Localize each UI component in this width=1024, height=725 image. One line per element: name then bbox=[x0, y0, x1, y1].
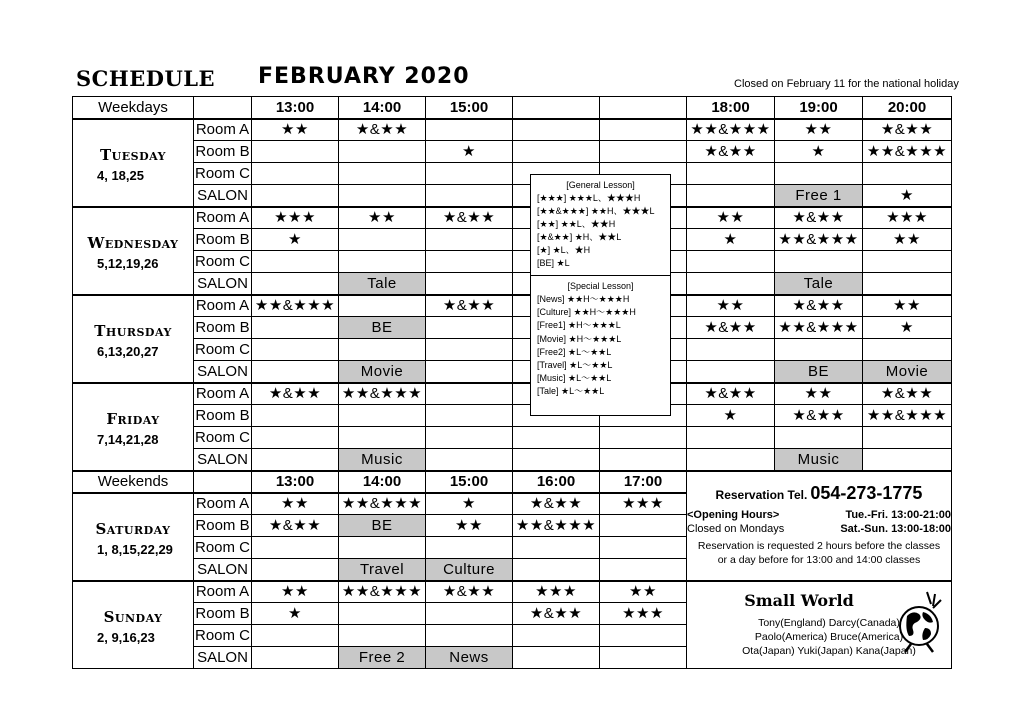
lesson-level-cell bbox=[252, 273, 339, 295]
class-name-cell: Movie bbox=[863, 361, 952, 383]
reservation-label: Reservation Tel. bbox=[715, 488, 808, 503]
room-label: SALON bbox=[194, 449, 252, 471]
day-name: Thursday bbox=[94, 321, 172, 340]
class-name-cell: Free 1 bbox=[775, 185, 863, 207]
class-name-cell: Tale bbox=[775, 273, 863, 295]
lesson-level-cell bbox=[426, 229, 513, 251]
general-lesson-line: [★] ★L、★H bbox=[537, 245, 591, 256]
lesson-level-cell bbox=[252, 559, 339, 581]
lesson-level-cell: ★★ bbox=[687, 295, 775, 317]
day-cell bbox=[73, 581, 194, 669]
lesson-level-cell bbox=[513, 119, 600, 141]
time-header-row bbox=[73, 97, 952, 119]
time-slot-header: 14:00 bbox=[339, 97, 426, 119]
lesson-level-cell: ★★&★★★ bbox=[513, 515, 600, 537]
globe-icon bbox=[897, 588, 943, 657]
room-label: Room C bbox=[194, 427, 252, 449]
lesson-level-cell bbox=[426, 361, 513, 383]
lesson-level-cell: ★★&★★★ bbox=[775, 317, 863, 339]
lesson-level-cell: ★★ bbox=[339, 207, 426, 229]
lesson-level-cell: ★★&★★★ bbox=[863, 141, 952, 163]
special-lesson-line: [Movie] ★H～★★★L bbox=[537, 333, 622, 344]
general-lesson-line: [★★★] ★★★L、★★★H bbox=[537, 193, 641, 204]
lesson-level-cell: ★★&★★★ bbox=[339, 581, 426, 603]
class-name-cell: Travel bbox=[339, 559, 426, 581]
lesson-level-cell bbox=[687, 449, 775, 471]
day-dates: 2, 9,16,23 bbox=[97, 629, 155, 645]
special-lesson-title: [Special Lesson] bbox=[567, 281, 634, 292]
day-dates: 6,13,20,27 bbox=[97, 343, 159, 359]
lesson-level-cell bbox=[252, 625, 339, 647]
day-name: Friday bbox=[106, 409, 160, 428]
room-label: Room B bbox=[194, 515, 252, 537]
lesson-level-cell bbox=[513, 647, 600, 669]
lesson-level-cell: ★★ bbox=[426, 515, 513, 537]
time-slot-header: 18:00 bbox=[687, 97, 775, 119]
lesson-level-cell bbox=[339, 427, 426, 449]
section-label: Weekends bbox=[73, 471, 194, 493]
lesson-level-cell: ★&★★ bbox=[687, 141, 775, 163]
teachers-line-2: Paolo(America) Bruce(America) bbox=[754, 630, 904, 643]
closed-hours-row bbox=[687, 524, 951, 535]
lesson-level-cell: ★&★★ bbox=[863, 383, 952, 405]
general-lesson-title: [General Lesson] bbox=[566, 180, 635, 190]
lesson-level-cell bbox=[687, 185, 775, 207]
special-lesson-line: [Free2] ★L～★★L bbox=[537, 346, 612, 357]
time-slot-header: 15:00 bbox=[426, 471, 513, 493]
lesson-level-cell: ★ bbox=[775, 141, 863, 163]
schedule-title: SCHEDULE bbox=[76, 66, 216, 91]
lesson-level-cell bbox=[600, 141, 687, 163]
lesson-level-cell bbox=[863, 163, 952, 185]
lesson-level-cell: ★ bbox=[863, 185, 952, 207]
lesson-level-cell bbox=[339, 229, 426, 251]
general-lesson-line: [BE] ★L bbox=[537, 258, 570, 269]
day-name: Tuesday bbox=[100, 145, 166, 164]
day-dates: 5,12,19,26 bbox=[97, 255, 159, 271]
lesson-level-cell: ★★★ bbox=[252, 207, 339, 229]
lesson-level-cell: ★&★★ bbox=[513, 603, 600, 625]
room-label: SALON bbox=[194, 273, 252, 295]
lesson-level-cell: ★ bbox=[252, 603, 339, 625]
lesson-level-cell bbox=[339, 251, 426, 273]
lesson-level-cell bbox=[600, 515, 687, 537]
room-header-cell bbox=[194, 471, 252, 493]
lesson-level-cell bbox=[863, 427, 952, 449]
time-slot-header: 17:00 bbox=[600, 471, 687, 493]
class-name-cell: Music bbox=[339, 449, 426, 471]
table-row bbox=[73, 427, 952, 449]
school-panel bbox=[687, 581, 952, 669]
lesson-level-cell bbox=[252, 141, 339, 163]
lesson-level-cell: ★★&★★★ bbox=[863, 405, 952, 427]
room-label: SALON bbox=[194, 559, 252, 581]
general-lesson-line: [★&★★] ★H、★★L bbox=[537, 232, 622, 243]
day-dates: 7,14,21,28 bbox=[97, 431, 159, 447]
class-name-cell: Movie bbox=[339, 361, 426, 383]
room-label: Room A bbox=[194, 207, 252, 229]
class-name-cell: Culture bbox=[426, 559, 513, 581]
class-name-cell: BE bbox=[339, 515, 426, 537]
room-label: Room A bbox=[194, 581, 252, 603]
time-slot-header: 20:00 bbox=[863, 97, 952, 119]
lesson-level-cell bbox=[600, 647, 687, 669]
lesson-level-cell: ★&★★ bbox=[775, 295, 863, 317]
lesson-level-cell: ★★★ bbox=[513, 581, 600, 603]
lesson-level-cell: ★★ bbox=[775, 119, 863, 141]
lesson-level-cell: ★★&★★★ bbox=[252, 295, 339, 317]
reservation-panel bbox=[687, 471, 952, 581]
lesson-level-cell: ★&★★ bbox=[426, 207, 513, 229]
table-row bbox=[73, 361, 952, 383]
special-lesson-line: [Travel] ★L～★★L bbox=[537, 359, 613, 370]
lesson-level-cell bbox=[426, 163, 513, 185]
table-row bbox=[73, 185, 952, 207]
lesson-level-cell bbox=[600, 537, 687, 559]
lesson-level-cell: ★★&★★★ bbox=[339, 383, 426, 405]
lesson-level-cell: ★★ bbox=[687, 207, 775, 229]
lesson-level-cell bbox=[775, 251, 863, 273]
lesson-level-cell bbox=[426, 119, 513, 141]
holiday-note: Closed on February 11 for the national holiday bbox=[734, 78, 959, 90]
opening-hours-label: <Opening Hours> bbox=[687, 509, 780, 522]
lesson-level-cell bbox=[600, 625, 687, 647]
lesson-level-cell bbox=[775, 427, 863, 449]
lesson-level-cell: ★ bbox=[687, 229, 775, 251]
section-label: Weekdays bbox=[73, 97, 194, 119]
opening-hours-row bbox=[687, 510, 951, 521]
lesson-level-cell: ★★ bbox=[600, 581, 687, 603]
time-slot-header: 19:00 bbox=[775, 97, 863, 119]
room-label: Room A bbox=[194, 119, 252, 141]
lesson-level-cell: ★★ bbox=[252, 581, 339, 603]
lesson-level-cell bbox=[252, 647, 339, 669]
lesson-level-cell bbox=[863, 273, 952, 295]
lesson-level-cell bbox=[426, 625, 513, 647]
lesson-level-cell: ★★ bbox=[252, 493, 339, 515]
reservation-note bbox=[687, 540, 951, 566]
table-row bbox=[73, 295, 952, 317]
general-lesson-line: [★★] ★★L、★★H bbox=[537, 219, 616, 230]
lesson-level-cell: ★&★★ bbox=[687, 317, 775, 339]
lesson-level-cell bbox=[252, 449, 339, 471]
time-slot-header bbox=[513, 97, 600, 119]
lesson-level-cell bbox=[863, 449, 952, 471]
table-row bbox=[73, 251, 952, 273]
room-label: Room B bbox=[194, 317, 252, 339]
time-header-row bbox=[73, 471, 952, 493]
lesson-level-cell bbox=[339, 295, 426, 317]
lesson-level-cell bbox=[600, 559, 687, 581]
room-label: Room A bbox=[194, 383, 252, 405]
lesson-level-cell: ★★★ bbox=[600, 603, 687, 625]
lesson-level-cell: ★★&★★★ bbox=[339, 493, 426, 515]
lesson-level-cell bbox=[687, 251, 775, 273]
weekday-hours: Tue.-Fri. 13:00-21:00 bbox=[845, 509, 951, 522]
table-row bbox=[73, 405, 952, 427]
lesson-level-cell: ★&★★ bbox=[513, 493, 600, 515]
room-label: Room B bbox=[194, 229, 252, 251]
lesson-level-cell bbox=[687, 361, 775, 383]
lesson-level-cell bbox=[339, 141, 426, 163]
lesson-level-cell bbox=[426, 603, 513, 625]
lesson-level-cell bbox=[252, 251, 339, 273]
lesson-level-cell bbox=[252, 405, 339, 427]
day-cell bbox=[73, 493, 194, 581]
class-name-cell: Tale bbox=[339, 273, 426, 295]
lesson-level-cell bbox=[426, 339, 513, 361]
room-label: Room C bbox=[194, 339, 252, 361]
day-dates: 1, 8,15,22,29 bbox=[97, 541, 173, 557]
special-lesson-line: [Tale] ★L～★★L bbox=[537, 385, 605, 396]
special-lesson-line: [Culture] ★★H～★★★H bbox=[537, 307, 636, 318]
lesson-level-cell: ★ bbox=[687, 405, 775, 427]
lesson-level-cell bbox=[513, 559, 600, 581]
lesson-level-cell bbox=[426, 405, 513, 427]
room-label: Room C bbox=[194, 251, 252, 273]
reservation-tel: 054-273-1775 bbox=[810, 483, 923, 504]
room-label: SALON bbox=[194, 185, 252, 207]
special-lesson-line: [News] ★★H～★★★H bbox=[537, 294, 630, 305]
table-row bbox=[73, 581, 952, 603]
table-row bbox=[73, 383, 952, 405]
lesson-level-cell bbox=[426, 427, 513, 449]
lesson-level-cell bbox=[426, 537, 513, 559]
lesson-level-cell bbox=[863, 339, 952, 361]
table-row bbox=[73, 163, 952, 185]
table-row bbox=[73, 229, 952, 251]
lesson-level-cell bbox=[339, 405, 426, 427]
school-name: Small World bbox=[744, 591, 854, 611]
room-label: SALON bbox=[194, 647, 252, 669]
table-row bbox=[73, 339, 952, 361]
special-lesson-line: [Free1] ★H～★★★L bbox=[537, 320, 621, 331]
lesson-level-cell bbox=[252, 427, 339, 449]
class-name-cell: Music bbox=[775, 449, 863, 471]
lesson-level-cell: ★&★★ bbox=[863, 119, 952, 141]
day-cell bbox=[73, 207, 194, 295]
class-name-cell: BE bbox=[775, 361, 863, 383]
lesson-level-cell: ★&★★ bbox=[775, 405, 863, 427]
lesson-level-cell bbox=[513, 449, 600, 471]
table-row bbox=[73, 207, 952, 229]
lesson-level-cell bbox=[339, 603, 426, 625]
time-slot-header: 13:00 bbox=[252, 471, 339, 493]
lesson-level-cell bbox=[863, 251, 952, 273]
lesson-level-cell: ★ bbox=[426, 493, 513, 515]
day-cell bbox=[73, 295, 194, 383]
lesson-level-cell bbox=[513, 141, 600, 163]
class-name-cell: Free 2 bbox=[339, 647, 426, 669]
lesson-level-cell: ★★ bbox=[252, 119, 339, 141]
lesson-level-cell bbox=[426, 317, 513, 339]
lesson-level-cell bbox=[252, 537, 339, 559]
lesson-level-cell bbox=[687, 163, 775, 185]
room-label: Room C bbox=[194, 537, 252, 559]
lesson-level-cell: ★&★★ bbox=[426, 581, 513, 603]
lesson-level-cell bbox=[513, 625, 600, 647]
lesson-level-cell: ★★&★★★ bbox=[775, 229, 863, 251]
lesson-level-cell bbox=[775, 163, 863, 185]
lesson-level-cell bbox=[339, 163, 426, 185]
time-slot-header: 13:00 bbox=[252, 97, 339, 119]
schedule-table bbox=[72, 96, 952, 669]
lesson-level-cell: ★&★★ bbox=[426, 295, 513, 317]
lesson-level-cell bbox=[687, 427, 775, 449]
lesson-level-cell: ★&★★ bbox=[252, 515, 339, 537]
day-name: Wednesday bbox=[87, 233, 179, 252]
lesson-level-cell bbox=[339, 537, 426, 559]
room-label: SALON bbox=[194, 361, 252, 383]
closed-note: Closed on Mondays bbox=[687, 523, 785, 536]
class-name-cell: BE bbox=[339, 317, 426, 339]
time-slot-header: 15:00 bbox=[426, 97, 513, 119]
lesson-level-cell: ★&★★ bbox=[252, 383, 339, 405]
reservation-line bbox=[687, 484, 951, 502]
day-name: Saturday bbox=[95, 519, 171, 538]
lesson-level-cell bbox=[339, 339, 426, 361]
teachers-line-1: Tony(England) Darcy(Canada) bbox=[758, 617, 900, 630]
lesson-level-cell bbox=[252, 361, 339, 383]
lesson-level-cell bbox=[426, 449, 513, 471]
special-lesson-line: [Music] ★L～★★L bbox=[537, 372, 612, 383]
lesson-level-cell: ★&★★ bbox=[775, 207, 863, 229]
room-label: Room C bbox=[194, 625, 252, 647]
lesson-level-cell bbox=[252, 339, 339, 361]
room-header-cell bbox=[194, 97, 252, 119]
day-dates: 4, 18,25 bbox=[97, 167, 144, 183]
lesson-level-cell: ★★ bbox=[863, 295, 952, 317]
table-row bbox=[73, 449, 952, 471]
day-name: Sunday bbox=[103, 607, 163, 626]
lesson-level-cell bbox=[252, 185, 339, 207]
table-row bbox=[73, 119, 952, 141]
lesson-level-cell: ★ bbox=[426, 141, 513, 163]
lesson-level-cell: ★★ bbox=[775, 383, 863, 405]
room-label: Room A bbox=[194, 295, 252, 317]
reservation-note-1: Reservation is requested 2 hours before the classes bbox=[697, 540, 941, 553]
teachers-line-3: Ota(Japan) Yuki(Japan) Kana(Japan) bbox=[742, 644, 916, 657]
lesson-level-cell: ★★★ bbox=[863, 207, 952, 229]
lesson-level-cell: ★ bbox=[863, 317, 952, 339]
legend-divider bbox=[531, 275, 670, 276]
reservation-note-2: or a day before for 13:00 and 14:00 classes bbox=[717, 553, 921, 566]
lesson-level-cell bbox=[687, 273, 775, 295]
table-row bbox=[73, 273, 952, 295]
lesson-level-cell bbox=[339, 625, 426, 647]
lesson-level-cell bbox=[252, 317, 339, 339]
lesson-level-cell bbox=[600, 427, 687, 449]
lesson-level-cell: ★★&★★★ bbox=[687, 119, 775, 141]
class-name-cell: News bbox=[426, 647, 513, 669]
table-row bbox=[73, 141, 952, 163]
lesson-level-cell bbox=[687, 339, 775, 361]
lesson-level-cell bbox=[426, 383, 513, 405]
lesson-level-cell: ★★ bbox=[863, 229, 952, 251]
time-slot-header bbox=[600, 97, 687, 119]
month-title: FEBRUARY 2020 bbox=[258, 64, 470, 89]
room-label: Room C bbox=[194, 163, 252, 185]
lesson-level-cell bbox=[775, 339, 863, 361]
lesson-level-cell bbox=[600, 119, 687, 141]
general-lesson-line: [★★&★★★] ★★H、★★★L bbox=[537, 206, 655, 217]
lesson-level-cell bbox=[513, 537, 600, 559]
table-row bbox=[73, 317, 952, 339]
lesson-level-cell: ★&★★ bbox=[339, 119, 426, 141]
time-slot-header: 14:00 bbox=[339, 471, 426, 493]
room-label: Room B bbox=[194, 141, 252, 163]
lesson-level-cell bbox=[252, 163, 339, 185]
lesson-level-cell bbox=[339, 185, 426, 207]
weekend-hours: Sat.-Sun. 13:00-18:00 bbox=[840, 523, 951, 536]
lesson-level-cell bbox=[513, 427, 600, 449]
lesson-level-cell bbox=[600, 449, 687, 471]
lesson-level-cell bbox=[426, 185, 513, 207]
lesson-level-cell: ★ bbox=[252, 229, 339, 251]
room-label: Room B bbox=[194, 603, 252, 625]
lesson-level-cell bbox=[426, 251, 513, 273]
lesson-level-cell: ★★★ bbox=[600, 493, 687, 515]
lesson-level-cell: ★&★★ bbox=[687, 383, 775, 405]
time-slot-header: 16:00 bbox=[513, 471, 600, 493]
lesson-legend bbox=[530, 174, 671, 416]
lesson-level-cell bbox=[426, 273, 513, 295]
day-cell bbox=[73, 119, 194, 207]
room-label: Room B bbox=[194, 405, 252, 427]
day-cell bbox=[73, 383, 194, 471]
room-label: Room A bbox=[194, 493, 252, 515]
